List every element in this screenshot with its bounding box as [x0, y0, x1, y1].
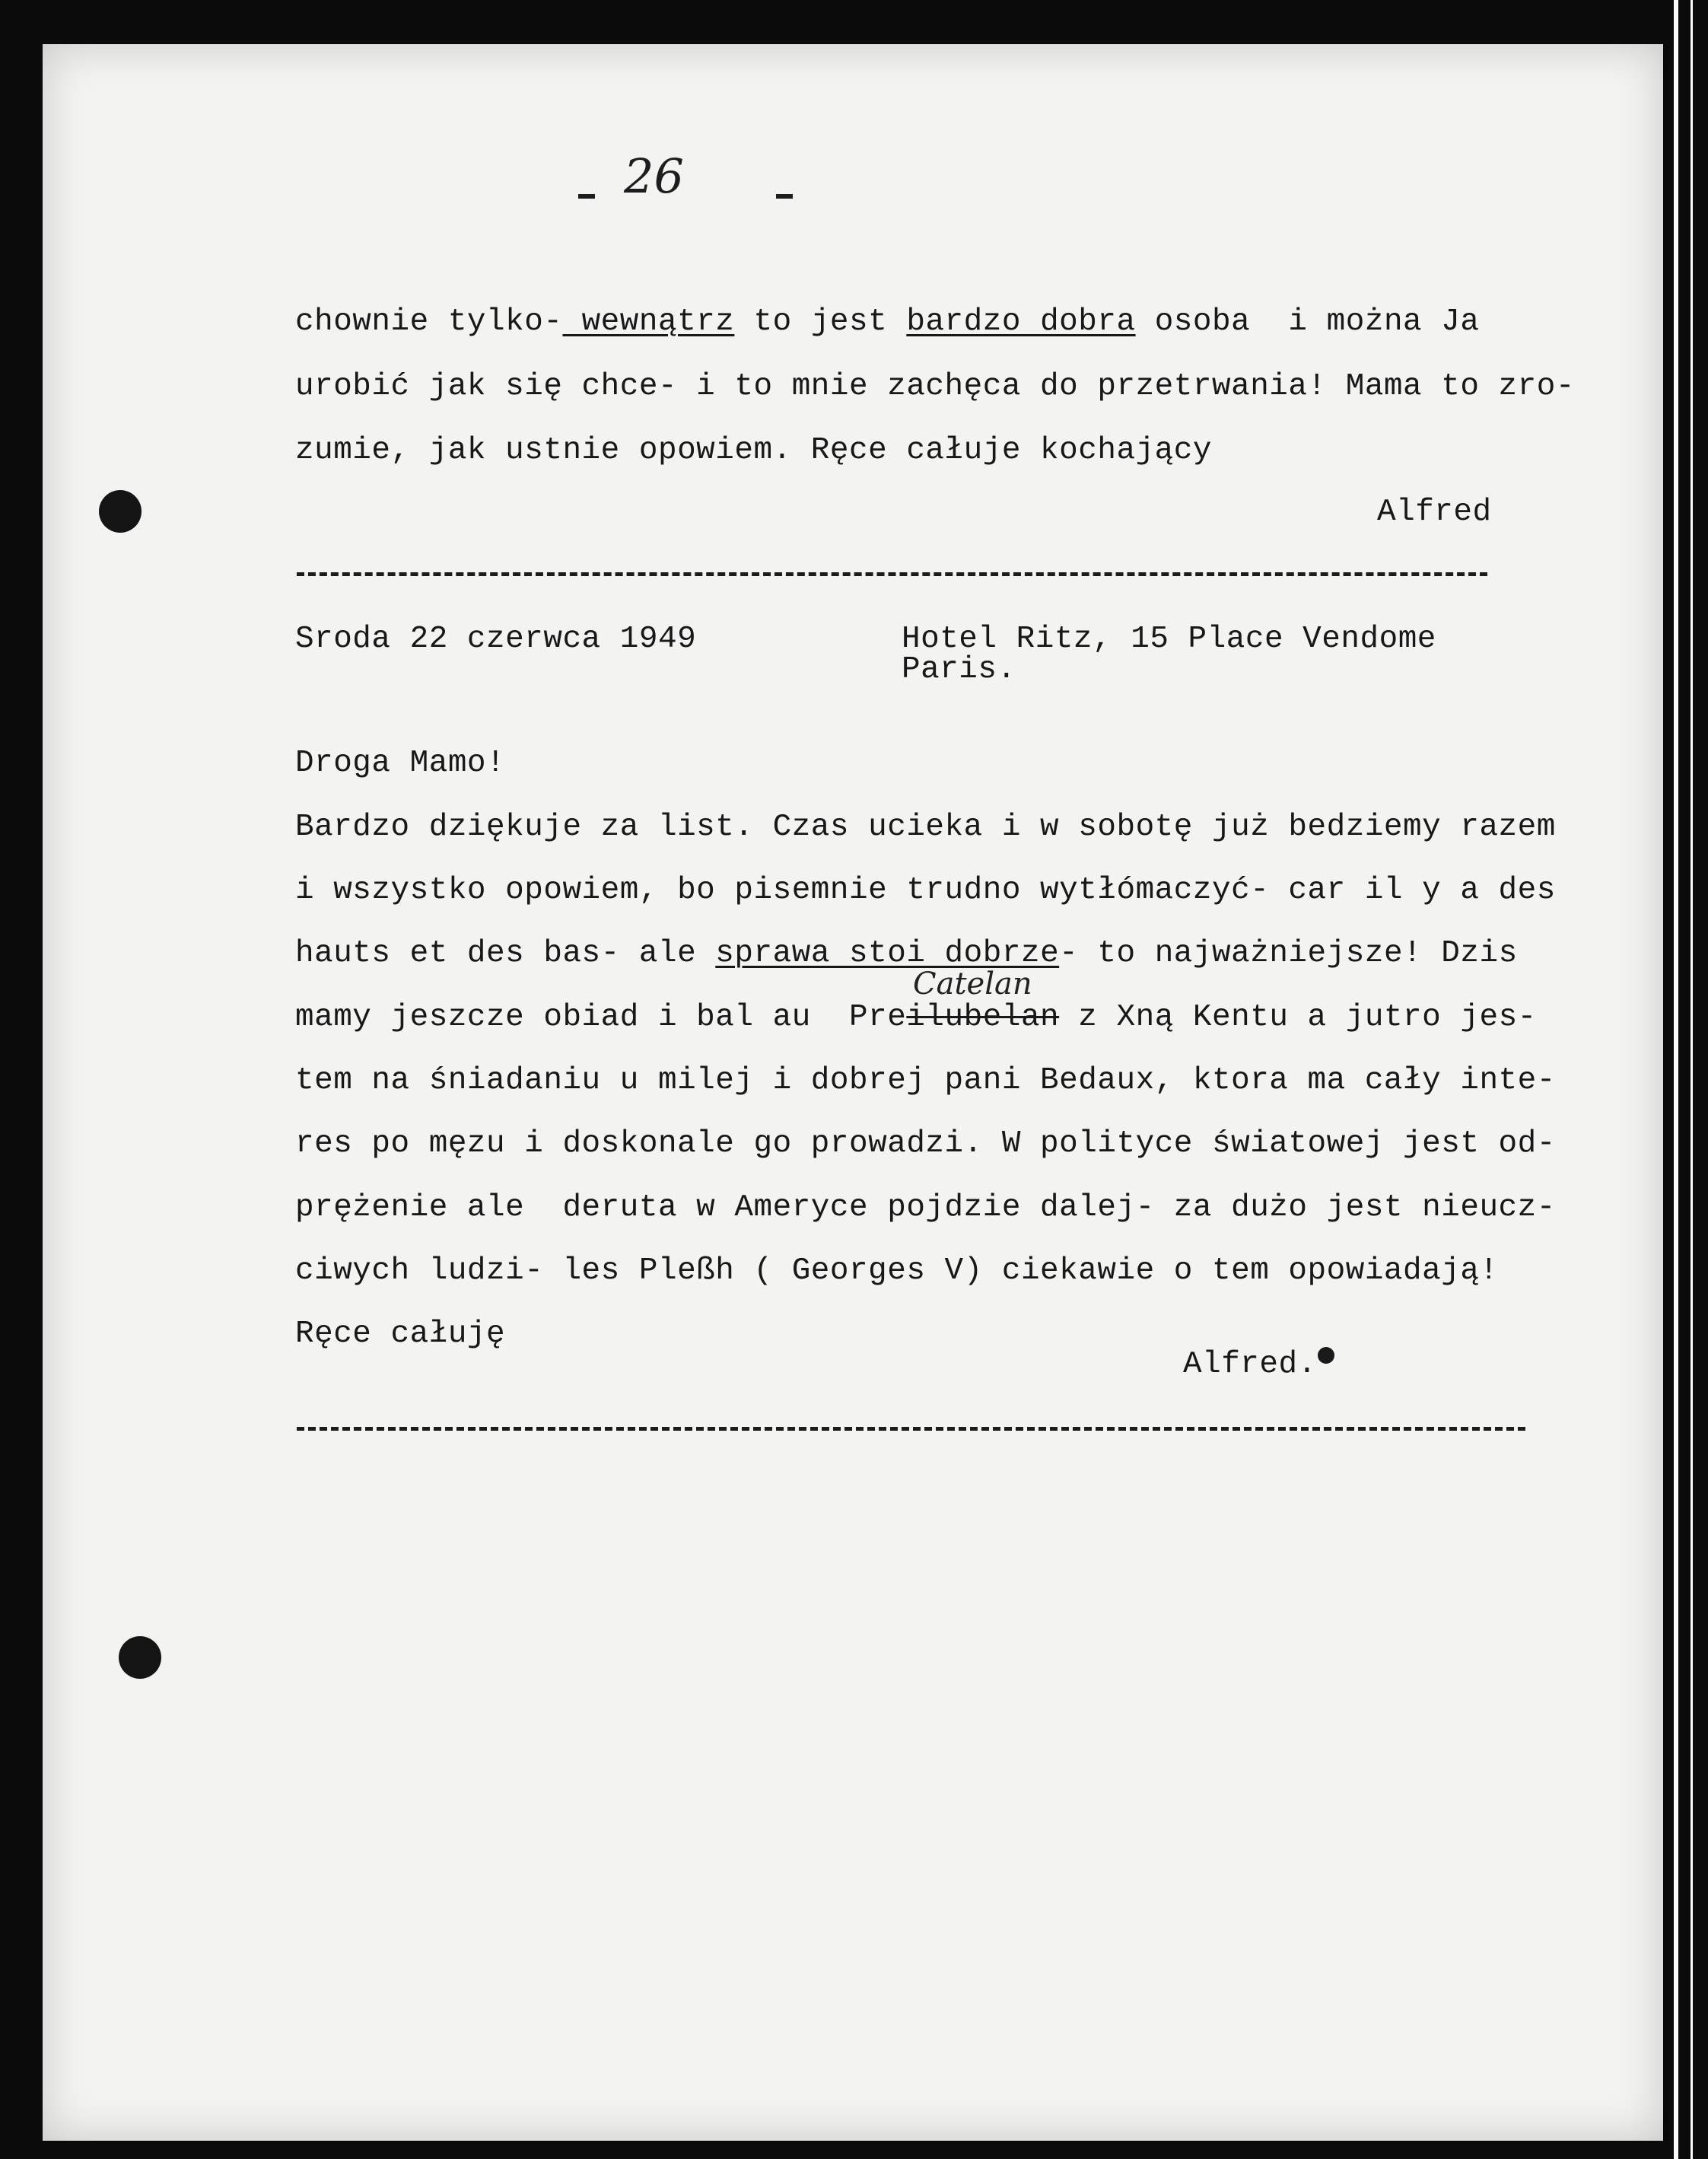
text-segment: hauts et des bas- ale	[295, 936, 716, 971]
ink-dot	[1318, 1347, 1334, 1364]
underlined-text: wewnątrz	[562, 304, 735, 339]
letter-one-line-1	[295, 303, 1479, 341]
letter-two-address-line-2: Paris.	[902, 652, 1016, 687]
text-segment: - to najważniejsze! Dzis	[1059, 936, 1518, 971]
text-segment: to jest	[734, 304, 907, 339]
section-divider	[297, 1427, 1525, 1431]
letter-two-line-6: res po męzu i doskonale go prowadzi. W polityce światowej jest od-	[295, 1126, 1556, 1161]
letter-one-line-2: urobić jak się chce- i to mnie zachęca do przetrwania! Mama to zro-	[295, 369, 1575, 404]
punch-hole	[119, 1636, 161, 1679]
letter-two-signature: Alfred.	[1183, 1347, 1317, 1382]
handwritten-correction: Catelan	[913, 966, 1032, 1001]
letter-two-date: Sroda 22 czerwca 1949	[295, 622, 697, 657]
underlined-text: sprawa stoi dobrze	[715, 936, 1060, 971]
letter-two-line-9: Ręce całuję	[295, 1317, 506, 1352]
letter-two-address-line-1: Hotel Ritz, 15 Place Vendome	[902, 622, 1436, 657]
page-number: 26	[624, 148, 684, 204]
text-segment: osoba i można Ja	[1135, 304, 1480, 339]
text-segment: chownie tylko-	[295, 304, 563, 339]
underlined-text: bardzo dobra	[906, 304, 1136, 339]
text-segment: z Xną Kentu a jutro jes-	[1059, 1000, 1537, 1035]
letter-two-line-3	[295, 935, 1518, 973]
letter-two-line-1: Bardzo dziękuje za list. Czas ucieka i w sobotę już bedziemy razem	[295, 810, 1556, 845]
section-divider	[297, 572, 1487, 576]
page-number-dash-left	[578, 194, 595, 199]
film-edge-line	[1691, 0, 1693, 2159]
text-segment: mamy jeszcze obiad i bal au Pre	[295, 1000, 907, 1035]
film-edge-line	[1674, 0, 1678, 2159]
letter-one-signature: Alfred	[1377, 495, 1492, 530]
letter-one-line-3: zumie, jak ustnie opowiem. Ręce całuje kochający	[295, 433, 1212, 468]
letter-two-line-2: i wszystko opowiem, bo pisemnie trudno wytłómaczyć- car il y a des	[295, 873, 1556, 908]
letter-two-salutation: Droga Mamo!	[295, 746, 506, 781]
letter-two-line-4	[295, 998, 1537, 1037]
letter-two-line-5: tem na śniadaniu u milej i dobrej pani Bedaux, ktora ma cały inte-	[295, 1063, 1556, 1098]
letter-two-line-8: ciwych ludzi- les Pleßh ( Georges V) ciekawie o tem opowiadają!	[295, 1253, 1499, 1288]
letter-two-line-7: prężenie ale deruta w Ameryce pojdzie dalej- za dużo jest nieucz-	[295, 1190, 1556, 1225]
page-number-dash-right	[776, 194, 793, 199]
punch-hole	[99, 490, 142, 533]
struck-through-text: ilubelan	[906, 1000, 1060, 1035]
